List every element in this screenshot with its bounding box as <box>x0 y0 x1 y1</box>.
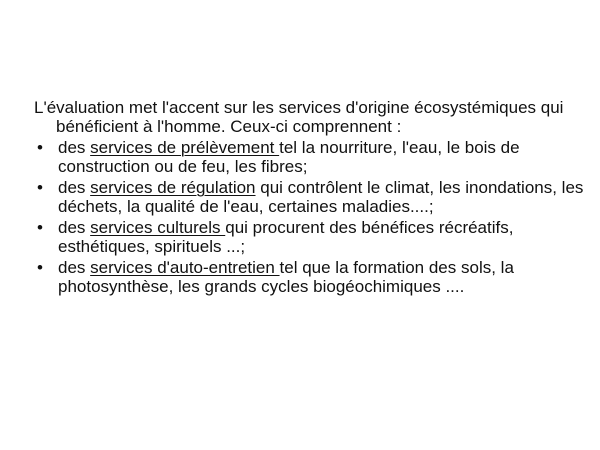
services-list <box>34 138 590 296</box>
underlined-term: services de prélèvement <box>90 138 280 157</box>
intro-paragraph: L'évaluation met l'accent sur les services d'origine écosystémiques qui bénéficient à l'homme. Ceux-ci comprennent : <box>34 98 564 136</box>
list-item-auto-entretien <box>34 258 590 296</box>
item-prefix: des <box>58 258 91 277</box>
slide-content <box>34 98 590 296</box>
list-item-culturels <box>34 218 590 256</box>
item-prefix: des <box>58 178 91 197</box>
item-prefix: des <box>58 218 91 237</box>
underlined-term: services d'auto-entretien <box>90 258 280 277</box>
bullet-icon: • <box>37 218 43 237</box>
list-item-prelevement <box>34 138 590 176</box>
item-description: tel la nourriture, l'eau, le bois de construction ou de feu, les fibres; <box>58 138 520 176</box>
item-description: qui procurent des bénéfices récréatifs, esthétiques, spirituels ...; <box>58 218 514 256</box>
list-item-regulation <box>34 178 590 216</box>
bullet-icon: • <box>37 138 43 157</box>
bullet-icon: • <box>37 258 43 277</box>
bullet-icon: • <box>37 178 43 197</box>
underlined-term: services de régulation <box>90 178 256 197</box>
item-description: tel que la formation des sols, la photosynthèse, les grands cycles biogéochimiques .... <box>58 258 514 296</box>
underlined-term: services culturels <box>90 218 226 237</box>
item-description: qui contrôlent le climat, les inondations, les déchets, la qualité de l'eau, certaines maladies....; <box>58 178 584 216</box>
item-prefix: des <box>58 138 91 157</box>
